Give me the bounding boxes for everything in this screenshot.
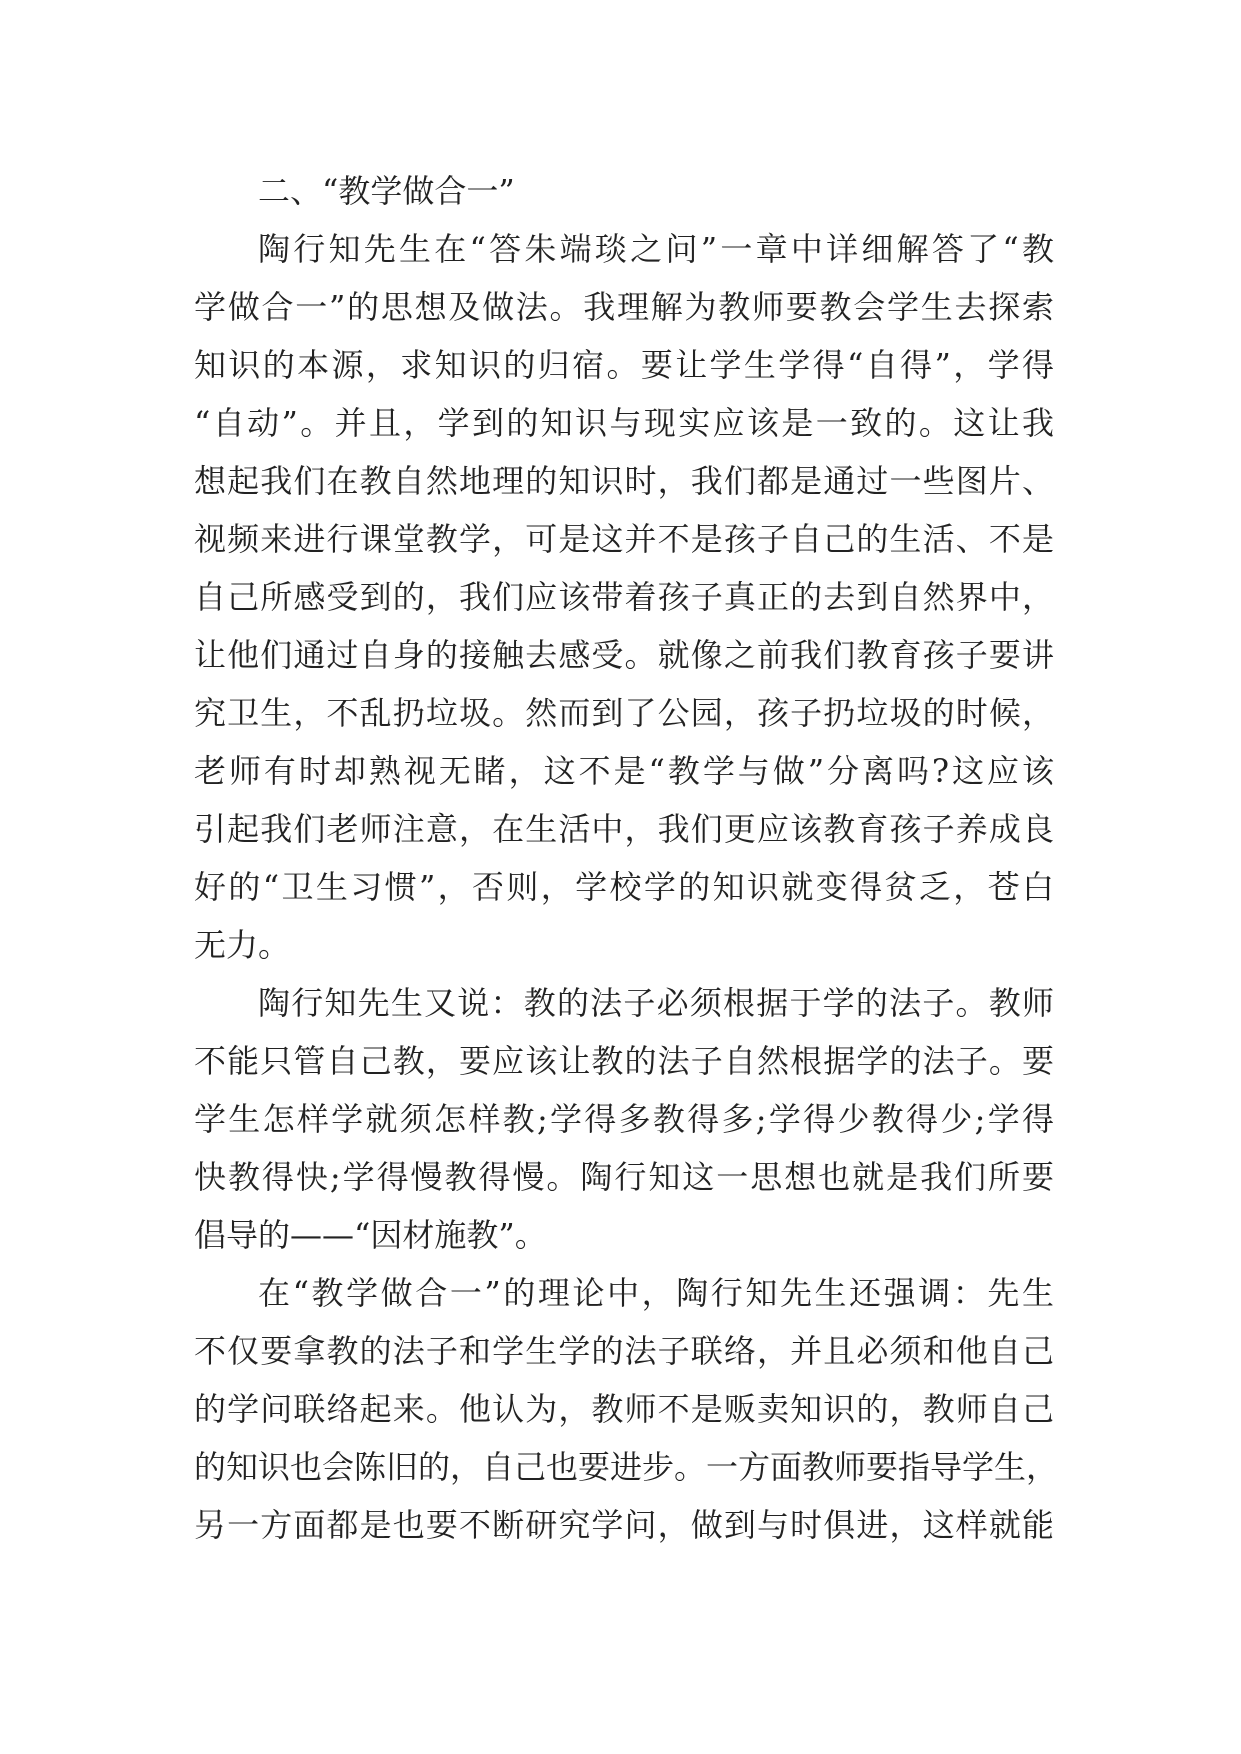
paragraph-3 <box>194 1264 1059 1554</box>
paragraph-line: 让他们通过自身的接触去感受。就像之前我们教育孩子要讲 <box>194 636 1054 674</box>
paragraph-line: 不仅要拿教的法子和学生学的法子联络，并且必须和他自己 <box>194 1332 1054 1370</box>
paragraph-line: 学做合一”的思想及做法。我理解为教师要教会学生去探索 <box>194 288 1054 326</box>
paragraph-line: 自己所感受到的，我们应该带着孩子真正的去到自然界中， <box>194 578 1054 616</box>
paragraph-line: 老师有时却熟视无睹，这不是“教学与做”分离吗?这应该 <box>194 752 1054 790</box>
paragraph-line: “自动”。并且，学到的知识与现实应该是一致的。这让我 <box>194 404 1054 442</box>
paragraph-line: 想起我们在教自然地理的知识时，我们都是通过一些图片、 <box>194 462 1054 500</box>
paragraph-line: 陶行知先生在“答朱端琰之问”一章中详细解答了“教 <box>258 230 1054 268</box>
paragraph-2 <box>194 974 1054 1264</box>
paragraph-line: 不能只管自己教，要应该让教的法子自然根据学的法子。要 <box>194 1042 1054 1080</box>
paragraph-line: 倡导的——“因材施教”。 <box>194 1216 547 1254</box>
paragraph-line: 另一方面都是也要不断研究学问，做到与时俱进，这样就能 <box>194 1506 1054 1544</box>
paragraph-line: 好的“卫生习惯”，否则，学校学的知识就变得贫乏，苍白 <box>194 868 1054 906</box>
section-heading: 二、“教学做合一” <box>258 172 515 210</box>
paragraph-line: 在“教学做合一”的理论中，陶行知先生还强调：先生 <box>258 1274 1054 1312</box>
paragraph-line: 知识的本源，求知识的归宿。要让学生学得“自得”，学得 <box>194 346 1054 384</box>
paragraph-line: 视频来进行课堂教学，可是这并不是孩子自己的生活、不是 <box>194 520 1054 558</box>
document-body <box>194 162 1059 1554</box>
paragraph-line: 陶行知先生又说：教的法子必须根据于学的法子。教师 <box>258 984 1054 1022</box>
paragraph-line: 的知识也会陈旧的，自己也要进步。一方面教师要指导学生， <box>194 1448 1059 1486</box>
paragraph-line: 无力。 <box>194 926 291 964</box>
paragraph-line: 的学问联络起来。他认为，教师不是贩卖知识的，教师自己 <box>194 1390 1054 1428</box>
paragraph-line: 学生怎样学就须怎样教;学得多教得多;学得少教得少;学得 <box>194 1100 1054 1138</box>
paragraph-line: 究卫生，不乱扔垃圾。然而到了公园，孩子扔垃圾的时候， <box>194 694 1054 732</box>
paragraph-line: 快教得快;学得慢教得慢。陶行知这一思想也就是我们所要 <box>194 1158 1054 1196</box>
paragraph-line: 引起我们老师注意，在生活中，我们更应该教育孩子养成良 <box>194 810 1054 848</box>
paragraph-1 <box>194 220 1054 974</box>
